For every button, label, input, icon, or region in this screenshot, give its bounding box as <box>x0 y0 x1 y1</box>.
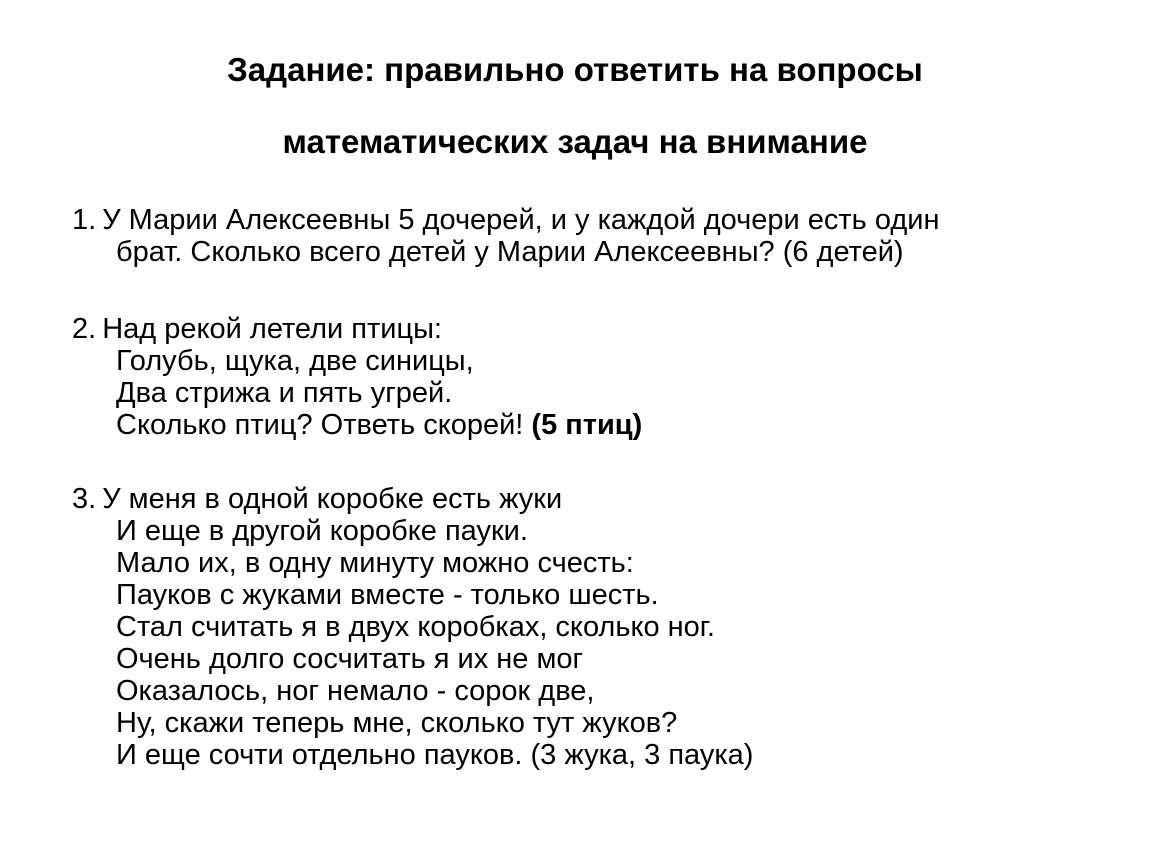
problem-1-line-2: брат. Сколько всего детей у Марии Алексеевны? (6 детей) <box>116 236 904 268</box>
problem-3-line-9: И еще сочти отдельно пауков. (3 жука, 3 паука) <box>116 739 754 771</box>
problem-2 <box>72 313 1132 441</box>
problem-text: У Марии Алексеевны 5 дочерей, и у каждой дочери есть один <box>102 204 940 236</box>
problem-number: 2. <box>72 313 97 345</box>
problem-2-line-3: Два стрижа и пять угрей. <box>116 377 453 409</box>
problem-1 <box>72 204 1132 268</box>
problem-2-line-4 <box>72 409 1132 441</box>
problem-3-line-2: И еще в другой коробке пауки. <box>116 515 528 547</box>
problem-3-line-1 <box>72 483 1132 515</box>
problem-2-answer: (5 птиц) <box>531 409 643 441</box>
problem-2-line-1 <box>72 313 1132 345</box>
problem-text: Сколько птиц? Ответь скорей! <box>116 409 524 441</box>
problem-1-line-1 <box>72 204 1132 236</box>
problem-3-line-4: Пауков с жуками вместе - только шесть. <box>116 579 659 611</box>
problem-3-line-8: Ну, скажи теперь мне, сколько тут жуков? <box>116 707 678 739</box>
problem-3-line-3: Мало их, в одну минуту можно счесть: <box>116 547 634 579</box>
problem-3-line-6: Очень долго сосчитать я их не мог <box>116 643 584 675</box>
title-line-2: математических задач на внимание <box>282 123 868 160</box>
problem-3 <box>72 483 1132 771</box>
problem-3-line-5: Стал считать я в двух коробках, сколько ног. <box>116 611 715 643</box>
problem-number: 1. <box>72 204 97 236</box>
problem-text: У меня в одной коробке есть жуки <box>102 483 563 515</box>
title-line-1: Задание: правильно ответить на вопросы <box>227 51 923 88</box>
problem-number: 3. <box>72 483 97 515</box>
problem-text: Над рекой летели птицы: <box>102 313 442 345</box>
problem-2-line-2: Голубь, щука, две синицы, <box>116 345 474 377</box>
problem-3-line-7: Оказалось, ног немало - сорок две, <box>116 675 595 707</box>
